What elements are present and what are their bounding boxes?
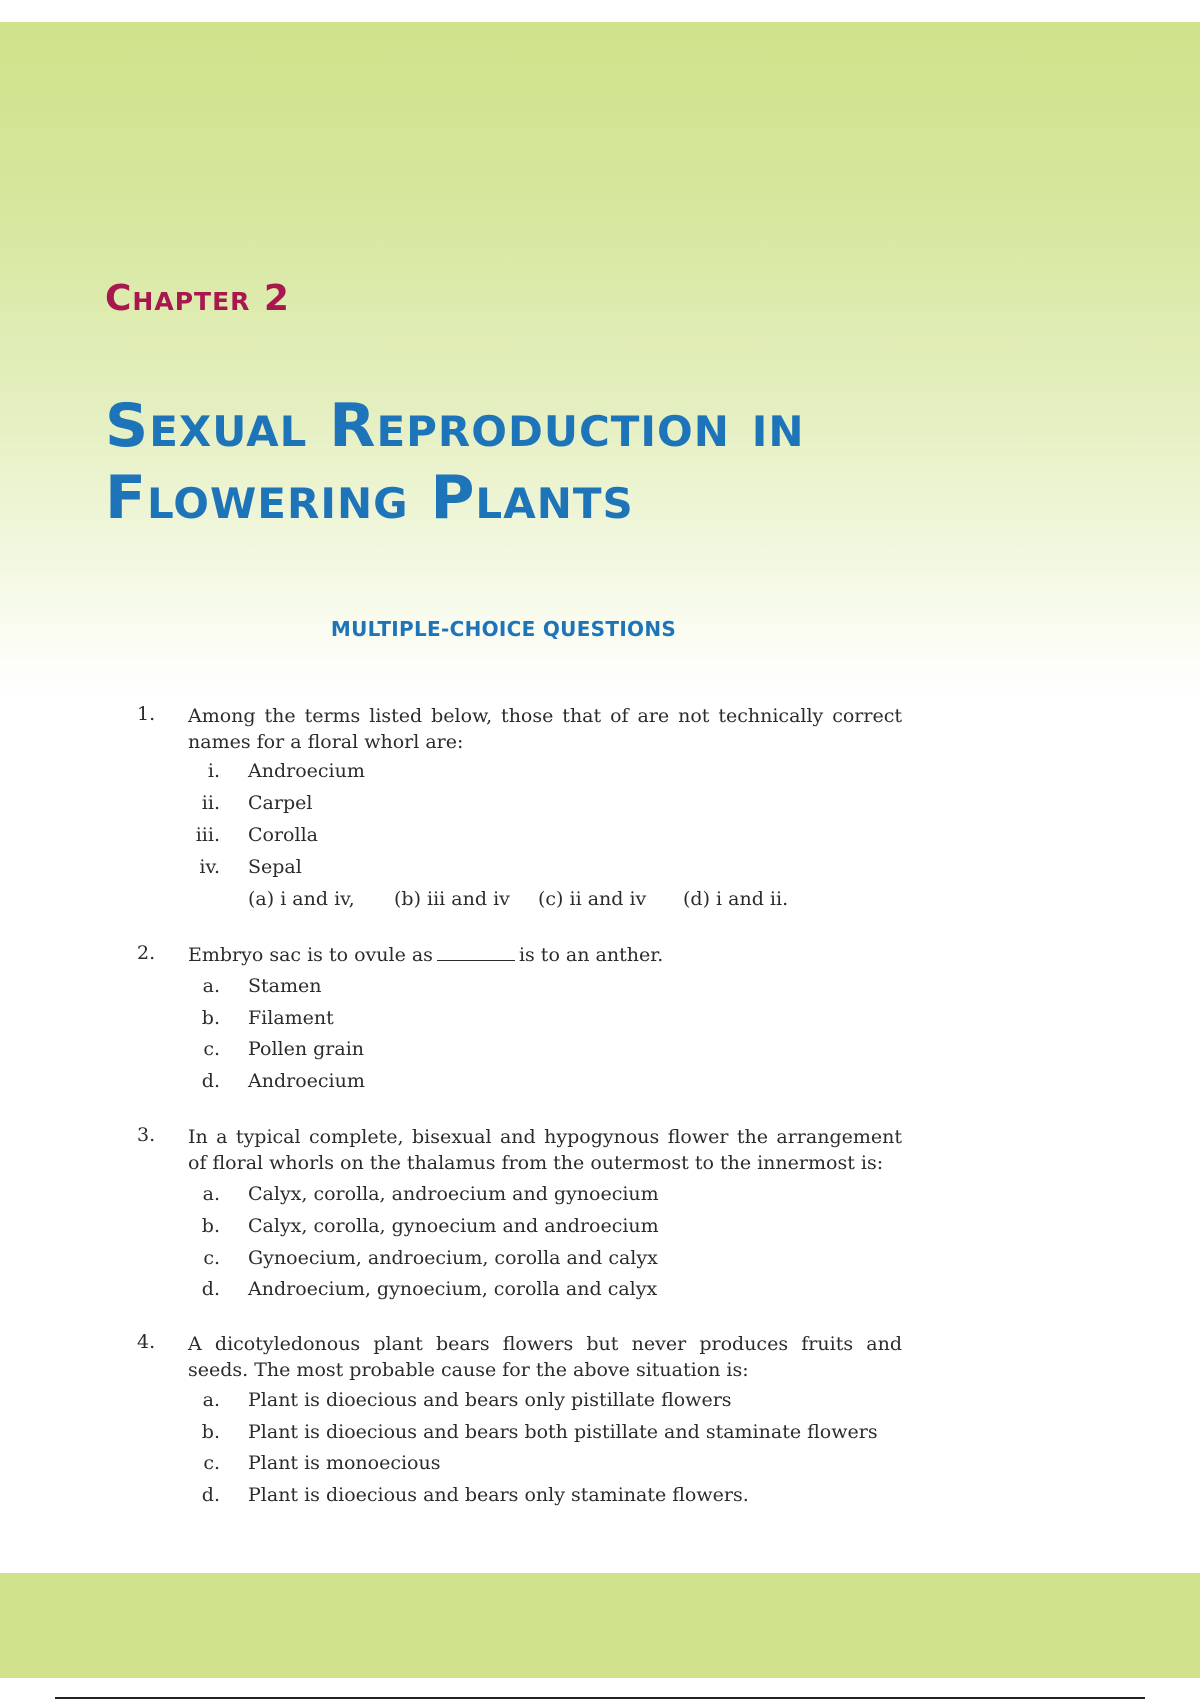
question-text xyxy=(188,942,902,968)
list-item xyxy=(0,760,1200,790)
item-text: Gynoecium, androecium, corolla and calyx xyxy=(248,1247,658,1269)
chapter-title-line-1: Sexual Reproduction in xyxy=(105,391,805,461)
item-text: Sepal xyxy=(248,856,302,878)
item-text: Plant is monoecious xyxy=(248,1452,441,1474)
item-label: b. xyxy=(201,1421,220,1443)
item-label: ii. xyxy=(201,792,220,814)
list-item xyxy=(0,1038,1200,1068)
answer-blank xyxy=(437,959,515,961)
question-text-before-blank: Embryo sac is to ovule as xyxy=(188,944,433,966)
list-item xyxy=(0,1247,1200,1277)
list-item xyxy=(0,824,1200,854)
question-text: In a typical complete, bisexual and hypogynous flower the arrangement of floral whorls on the thalamus from the outermost to the innermost is: xyxy=(188,1126,902,1174)
chapter-title-line-2: Flowering Plants xyxy=(105,463,634,533)
answer-option-a: (a) i and iv, xyxy=(248,888,355,910)
list-item xyxy=(0,1215,1200,1245)
item-text: Carpel xyxy=(248,792,313,814)
list-item xyxy=(0,1070,1200,1100)
question-number: 1. xyxy=(137,703,156,725)
question-text-after-blank: is to an anther. xyxy=(518,944,664,966)
footer-background xyxy=(0,1573,1200,1678)
list-item xyxy=(0,1278,1200,1308)
item-label: a. xyxy=(202,1389,220,1411)
answer-option-d: (d) i and ii. xyxy=(683,888,789,910)
item-label: c. xyxy=(203,1038,220,1060)
item-text: Plant is dioecious and bears only pistillate flowers xyxy=(248,1389,732,1411)
item-label: iv. xyxy=(199,856,220,878)
list-item xyxy=(0,1421,1200,1451)
question-text: A dicotyledonous plant bears flowers but never produces fruits and seeds. The most probable cause for the above situation is: xyxy=(188,1333,902,1381)
item-text: Plant is dioecious and bears both pistillate and staminate flowers xyxy=(248,1421,878,1443)
chapter-title xyxy=(105,390,805,534)
item-text: Androecium, gynoecium, corolla and calyx xyxy=(248,1278,658,1300)
footer-rule xyxy=(55,1697,1145,1699)
answer-option-b: (b) iii and iv xyxy=(394,888,510,910)
list-item xyxy=(0,1484,1200,1514)
list-item xyxy=(0,1452,1200,1482)
list-item xyxy=(0,792,1200,822)
section-heading: MULTIPLE-CHOICE QUESTIONS xyxy=(330,617,677,641)
header-background xyxy=(0,22,1200,702)
item-label: i. xyxy=(207,760,220,782)
item-text: Pollen grain xyxy=(248,1038,365,1060)
item-label: a. xyxy=(202,1183,220,1205)
list-item xyxy=(0,856,1200,886)
list-item xyxy=(0,1183,1200,1213)
item-label: c. xyxy=(203,1247,220,1269)
item-text: Androecium xyxy=(248,760,365,782)
item-text: Calyx, corolla, androecium and gynoecium xyxy=(248,1183,659,1205)
item-text: Stamen xyxy=(248,975,322,997)
item-text: Calyx, corolla, gynoecium and androecium xyxy=(248,1215,659,1237)
item-label: b. xyxy=(201,1215,220,1237)
item-label: d. xyxy=(201,1484,220,1506)
item-text: Androecium xyxy=(248,1070,365,1092)
item-label: d. xyxy=(201,1070,220,1092)
item-label: c. xyxy=(203,1452,220,1474)
item-label: iii. xyxy=(195,824,220,846)
question-number: 4. xyxy=(137,1331,156,1353)
item-label: d. xyxy=(201,1278,220,1300)
answer-option-c: (c) ii and iv xyxy=(538,888,647,910)
item-text: Plant is dioecious and bears only staminate flowers. xyxy=(248,1484,749,1506)
question-number: 3. xyxy=(137,1124,156,1146)
chapter-label: Chapter 2 xyxy=(105,278,290,319)
list-item xyxy=(0,975,1200,1005)
item-label: b. xyxy=(201,1007,220,1029)
list-item xyxy=(0,1389,1200,1419)
question-text: Among the terms listed below, those that of are not technically correct names for a floral whorl are: xyxy=(188,705,902,753)
item-label: a. xyxy=(202,975,220,997)
list-item xyxy=(0,1007,1200,1037)
item-text: Corolla xyxy=(248,824,318,846)
item-text: Filament xyxy=(248,1007,334,1029)
question-number: 2. xyxy=(137,942,156,964)
